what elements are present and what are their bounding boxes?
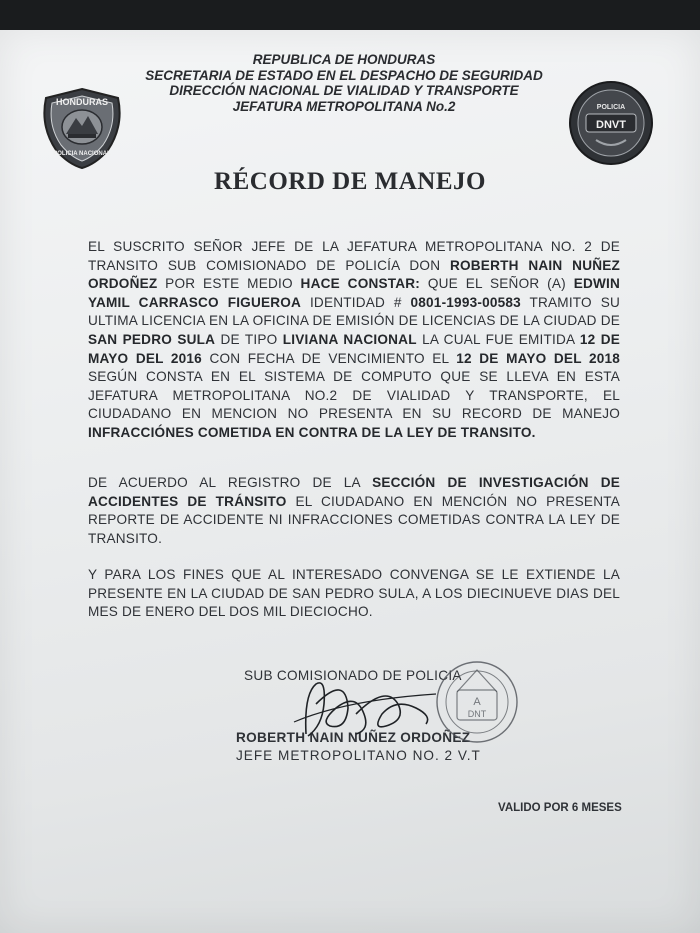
text-run: CON FECHA DE VENCIMIENTO EL: [201, 350, 457, 366]
header-line-2: SECRETARIA DE ESTADO EN EL DESPACHO DE SEGURIDAD: [145, 67, 543, 83]
text-run: TRAMITO SU ULTIMA LICENCIA EN LA OFICINA DE EMISIÓN DE LICENCIAS DE LA CIUDAD DE: [88, 294, 620, 329]
header-line-4: JEFATURA METROPOLITANA No.2: [232, 98, 456, 114]
text-run: POR ESTE MEDIO: [157, 276, 301, 292]
signer-role: SUB COMISIONADO DE POLICIA: [244, 668, 462, 683]
svg-text:POLICIA NACIONAL: POLICIA NACIONAL: [53, 151, 111, 157]
paragraph-1: [88, 238, 620, 443]
svg-text:DNT: DNT: [467, 709, 487, 719]
text-run: EL SUSCRITO SEÑOR JEFE DE LA JEFATURA METROPOLITANA NO. 2 DE TRANSITO SUB COMISIONADO DE POLICÍA DON: [88, 239, 620, 273]
infractions-statement: INFRACCIÓNES COMETIDA EN CONTRA DE LA LEY DE TRANSITO.: [88, 424, 536, 440]
text-run: LA CUAL FUE EMITIDA: [416, 331, 580, 347]
document-title: RÉCORD DE MANEJO: [214, 168, 486, 195]
svg-text:POLICIA: POLICIA: [596, 104, 626, 111]
text-run: SEGÚN CONSTA EN EL SISTEMA DE COMPUTO QUE SE LLEVA EN ESTA JEFATURA METROPOLITANA NO.2 DE VIALIDAD Y TRANSPORTE, EL CIUDADANO EN MENCION NO PRESENTA EN SU RECORD DE MANEJO: [88, 369, 620, 422]
citizen-name: EDWIN YAMIL CARRASCO FIGUEROA: [88, 276, 621, 310]
accident-section: SECCIÓN DE INVESTIGACIÓN DE ACCIDENTES DE TRÁNSITO: [88, 475, 620, 509]
header-line-3: DIRECCIÓN NACIONAL DE VIALIDAD Y TRANSPORTE: [169, 83, 519, 98]
paragraph-2: [88, 474, 620, 548]
signer-title: JEFE METROPOLITANO NO. 2 V.T: [236, 748, 481, 763]
text-run: IDENTIDAD #: [301, 294, 411, 310]
validity-note: VALIDO POR 6 MESES: [498, 802, 622, 814]
text-run: Y PARA LOS FINES QUE AL INTERESADO CONVENGA SE LE EXTIENDE LA PRESENTE EN LA CIUDAD DE SAN PEDRO SULA, A LOS DIECINUEVE DIAS DEL MES DE ENERO DEL DOS MIL DIECIOCHO.: [88, 567, 620, 620]
text-run: DE ACUERDO AL REGISTRO DE LA: [88, 475, 373, 490]
identity-number: 0801-1993-00583: [410, 294, 521, 310]
text-run: EL CIUDADANO EN MENCIÓN NO PRESENTA REPORTE DE ACCIDENTE NI INFRACCIONES COMETIDAS CONTRA LA LEY DE TRANSITO.: [88, 493, 620, 546]
letterhead: [0, 52, 700, 114]
text-run: QUE EL SEÑOR (A): [420, 276, 574, 292]
svg-text:HONDURAS: HONDURAS: [55, 97, 109, 107]
svg-text:DNVT: DNVT: [596, 119, 626, 131]
issue-date: 12 DE MAYO DEL 2016: [88, 331, 621, 366]
paragraph-3: [88, 566, 620, 622]
text-run: DE TIPO: [215, 331, 283, 347]
header-line-1: REPUBLICA DE HONDURAS: [252, 52, 436, 67]
hace-constar: HACE CONSTAR:: [300, 276, 421, 292]
svg-text:A: A: [473, 696, 481, 708]
official-stamp: [432, 652, 522, 752]
handwritten-signature: [286, 664, 446, 754]
license-type: LIVIANA NACIONAL: [282, 331, 417, 347]
city-name: SAN PEDRO SULA: [88, 331, 216, 347]
official-name: ROBERTH NAIN NUÑEZ ORDOÑEZ: [88, 257, 620, 292]
expiry-date: 12 DE MAYO DEL 2018: [456, 350, 621, 366]
signer-name: ROBERTH NAIN NUÑEZ ORDOÑEZ: [236, 730, 471, 745]
